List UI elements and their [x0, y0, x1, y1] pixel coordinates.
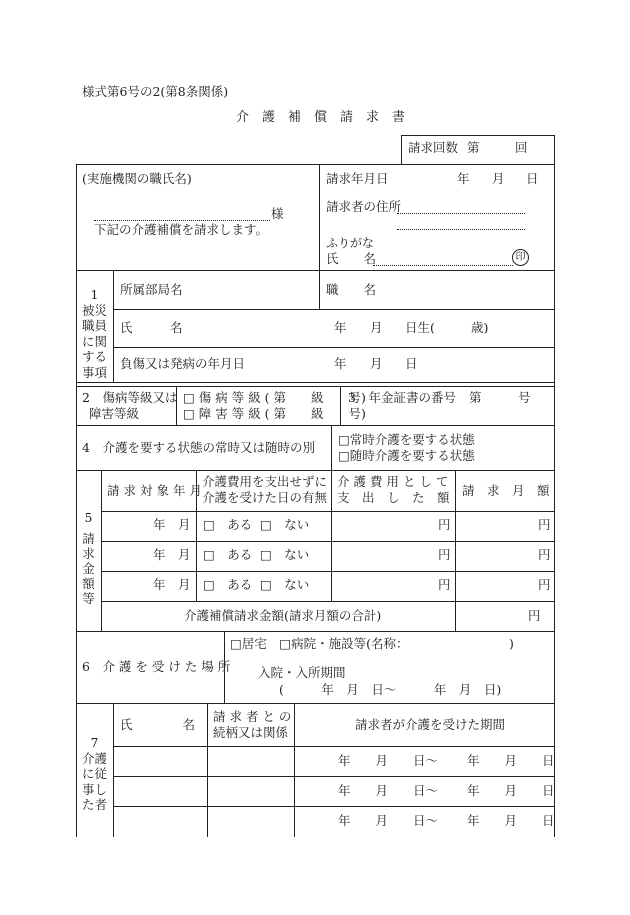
request-date-day: 日 — [526, 171, 539, 186]
header-claim-amount: 請 求 月 額 — [462, 483, 550, 498]
relation-header-line2: 続柄又は関係 — [213, 725, 289, 740]
count-dai: 第 — [467, 140, 480, 155]
disease-grade-option[interactable]: □ 傷 病 等 級 ( 第 級 号) — [183, 390, 366, 405]
care-row2-end: 年 月 日 — [467, 783, 555, 798]
section2-label-2: 障害等級 — [89, 406, 140, 421]
section4-label: 4 介護を要する状態の常時又は随時の別 — [82, 440, 315, 455]
recipient-sama: 様 — [271, 206, 284, 221]
row1-ari-checkbox[interactable]: □ ある — [203, 517, 253, 532]
birth-age: 歳) — [471, 320, 489, 335]
request-date-year: 年 — [457, 171, 470, 186]
row3-claim-yen: 円 — [538, 577, 551, 592]
row1-year: 年 — [153, 517, 166, 532]
furigana-label: ふりがな — [326, 236, 375, 250]
row3-nai-checkbox[interactable]: □ ない — [260, 577, 310, 592]
header-no-expense-line1: 介護費用を支出せずに — [202, 474, 328, 489]
seal-mark: 印 — [512, 249, 529, 266]
constant-care-option[interactable]: □常時介護を要する状態 — [338, 432, 475, 447]
birth-day: 日生( — [405, 320, 435, 335]
admission-period: ( 年 月 日～ 年 月 日) — [279, 682, 502, 697]
total-yen: 円 — [528, 608, 541, 623]
row3-expense-yen: 円 — [438, 577, 451, 592]
section7-label: 7 介護 に従 事し た者 — [81, 735, 107, 812]
care-row1-end: 年 月 日 — [467, 753, 555, 768]
caregiver-name-header: 氏 名 — [120, 717, 196, 732]
occasional-care-option[interactable]: □随時介護を要する状態 — [338, 448, 475, 463]
address-field-2[interactable] — [397, 229, 525, 230]
pension-dai: 第 — [469, 390, 482, 405]
count-label: 請求回数 — [408, 140, 459, 155]
row1-expense-yen: 円 — [438, 517, 451, 532]
form-title: 介 護 補 償 請 求 書 — [236, 110, 406, 125]
injury-date-label: 負傷又は発病の年月日 — [120, 356, 246, 371]
relation-header-line1: 請 求 者 と の — [213, 709, 292, 724]
birth-month: 月 — [370, 320, 383, 335]
row1-nai-checkbox[interactable]: □ ない — [260, 517, 310, 532]
injury-day: 日 — [405, 356, 418, 371]
requester-name-label: 氏 名 — [326, 251, 377, 266]
section1-label: 1 被災 職員 に関 する 事項 — [81, 287, 107, 380]
injury-month: 月 — [370, 356, 383, 371]
disability-grade-option[interactable]: □ 障 害 等 級 ( 第 級 号) — [183, 406, 366, 421]
requester-name-field[interactable] — [373, 265, 513, 266]
admission-period-label: 入院・入所期間 — [258, 665, 346, 680]
recipient-field[interactable] — [94, 220, 270, 221]
row3-ari-checkbox[interactable]: □ ある — [203, 577, 253, 592]
row2-month: 月 — [178, 547, 191, 562]
row2-expense-yen: 円 — [438, 547, 451, 562]
care-row2-start: 年 月 日～ — [338, 783, 439, 798]
care-place-close: ) — [509, 636, 514, 651]
care-place-options[interactable]: □居宅 □病院・施設等(名称： — [230, 636, 409, 651]
header-target-month: 請求対象年月 — [107, 483, 207, 498]
count-kai: 回 — [515, 140, 528, 155]
row1-month: 月 — [178, 517, 191, 532]
victim-name-label: 氏 名 — [120, 320, 183, 335]
section6-label: 6 介 護 を 受 け た 場 所 — [82, 659, 231, 674]
dept-label: 所属部局名 — [120, 282, 183, 297]
header-expense-line1: 介 護 費 用 と し て — [337, 474, 449, 489]
row2-claim-yen: 円 — [538, 547, 551, 562]
section2-label: 2 傷病等級又は — [82, 390, 178, 405]
header-expense-line2: 支 出 し た 額 — [337, 490, 450, 505]
care-row3-start: 年 月 日～ — [338, 813, 439, 828]
row2-year: 年 — [153, 547, 166, 562]
row1-claim-yen: 円 — [538, 517, 551, 532]
row2-ari-checkbox[interactable]: □ ある — [203, 547, 253, 562]
form-number: 様式第6号の2(第8条関係) — [82, 84, 229, 99]
request-date-month: 月 — [492, 171, 505, 186]
injury-year: 年 — [334, 356, 347, 371]
pension-go: 号 — [518, 390, 531, 405]
care-row1-start: 年 月 日～ — [338, 753, 439, 768]
address-label: 請求者の住所 — [326, 199, 402, 214]
request-text: 下記の介護補償を請求します。 — [94, 222, 269, 237]
recipient-label: (実施機関の職氏名) — [82, 171, 192, 186]
row3-month: 月 — [178, 577, 191, 592]
birth-year: 年 — [334, 320, 347, 335]
job-title-label: 職 名 — [326, 282, 377, 297]
row3-year: 年 — [153, 577, 166, 592]
pension-number-label: 3 年金証書の番号 — [348, 390, 456, 405]
care-period-header: 請求者が介護を受けた期間 — [355, 717, 506, 732]
address-field-1[interactable] — [397, 213, 525, 214]
request-date-label: 請求年月日 — [326, 171, 389, 186]
care-row3-end: 年 月 日 — [467, 813, 555, 828]
header-no-expense-line2: 介護を受けた日の有無 — [202, 490, 328, 505]
section5-label: 5 請 求 金 額 等 — [82, 510, 95, 606]
total-label: 介護補償請求金額(請求月額の合計) — [184, 608, 382, 623]
row2-nai-checkbox[interactable]: □ ない — [260, 547, 310, 562]
